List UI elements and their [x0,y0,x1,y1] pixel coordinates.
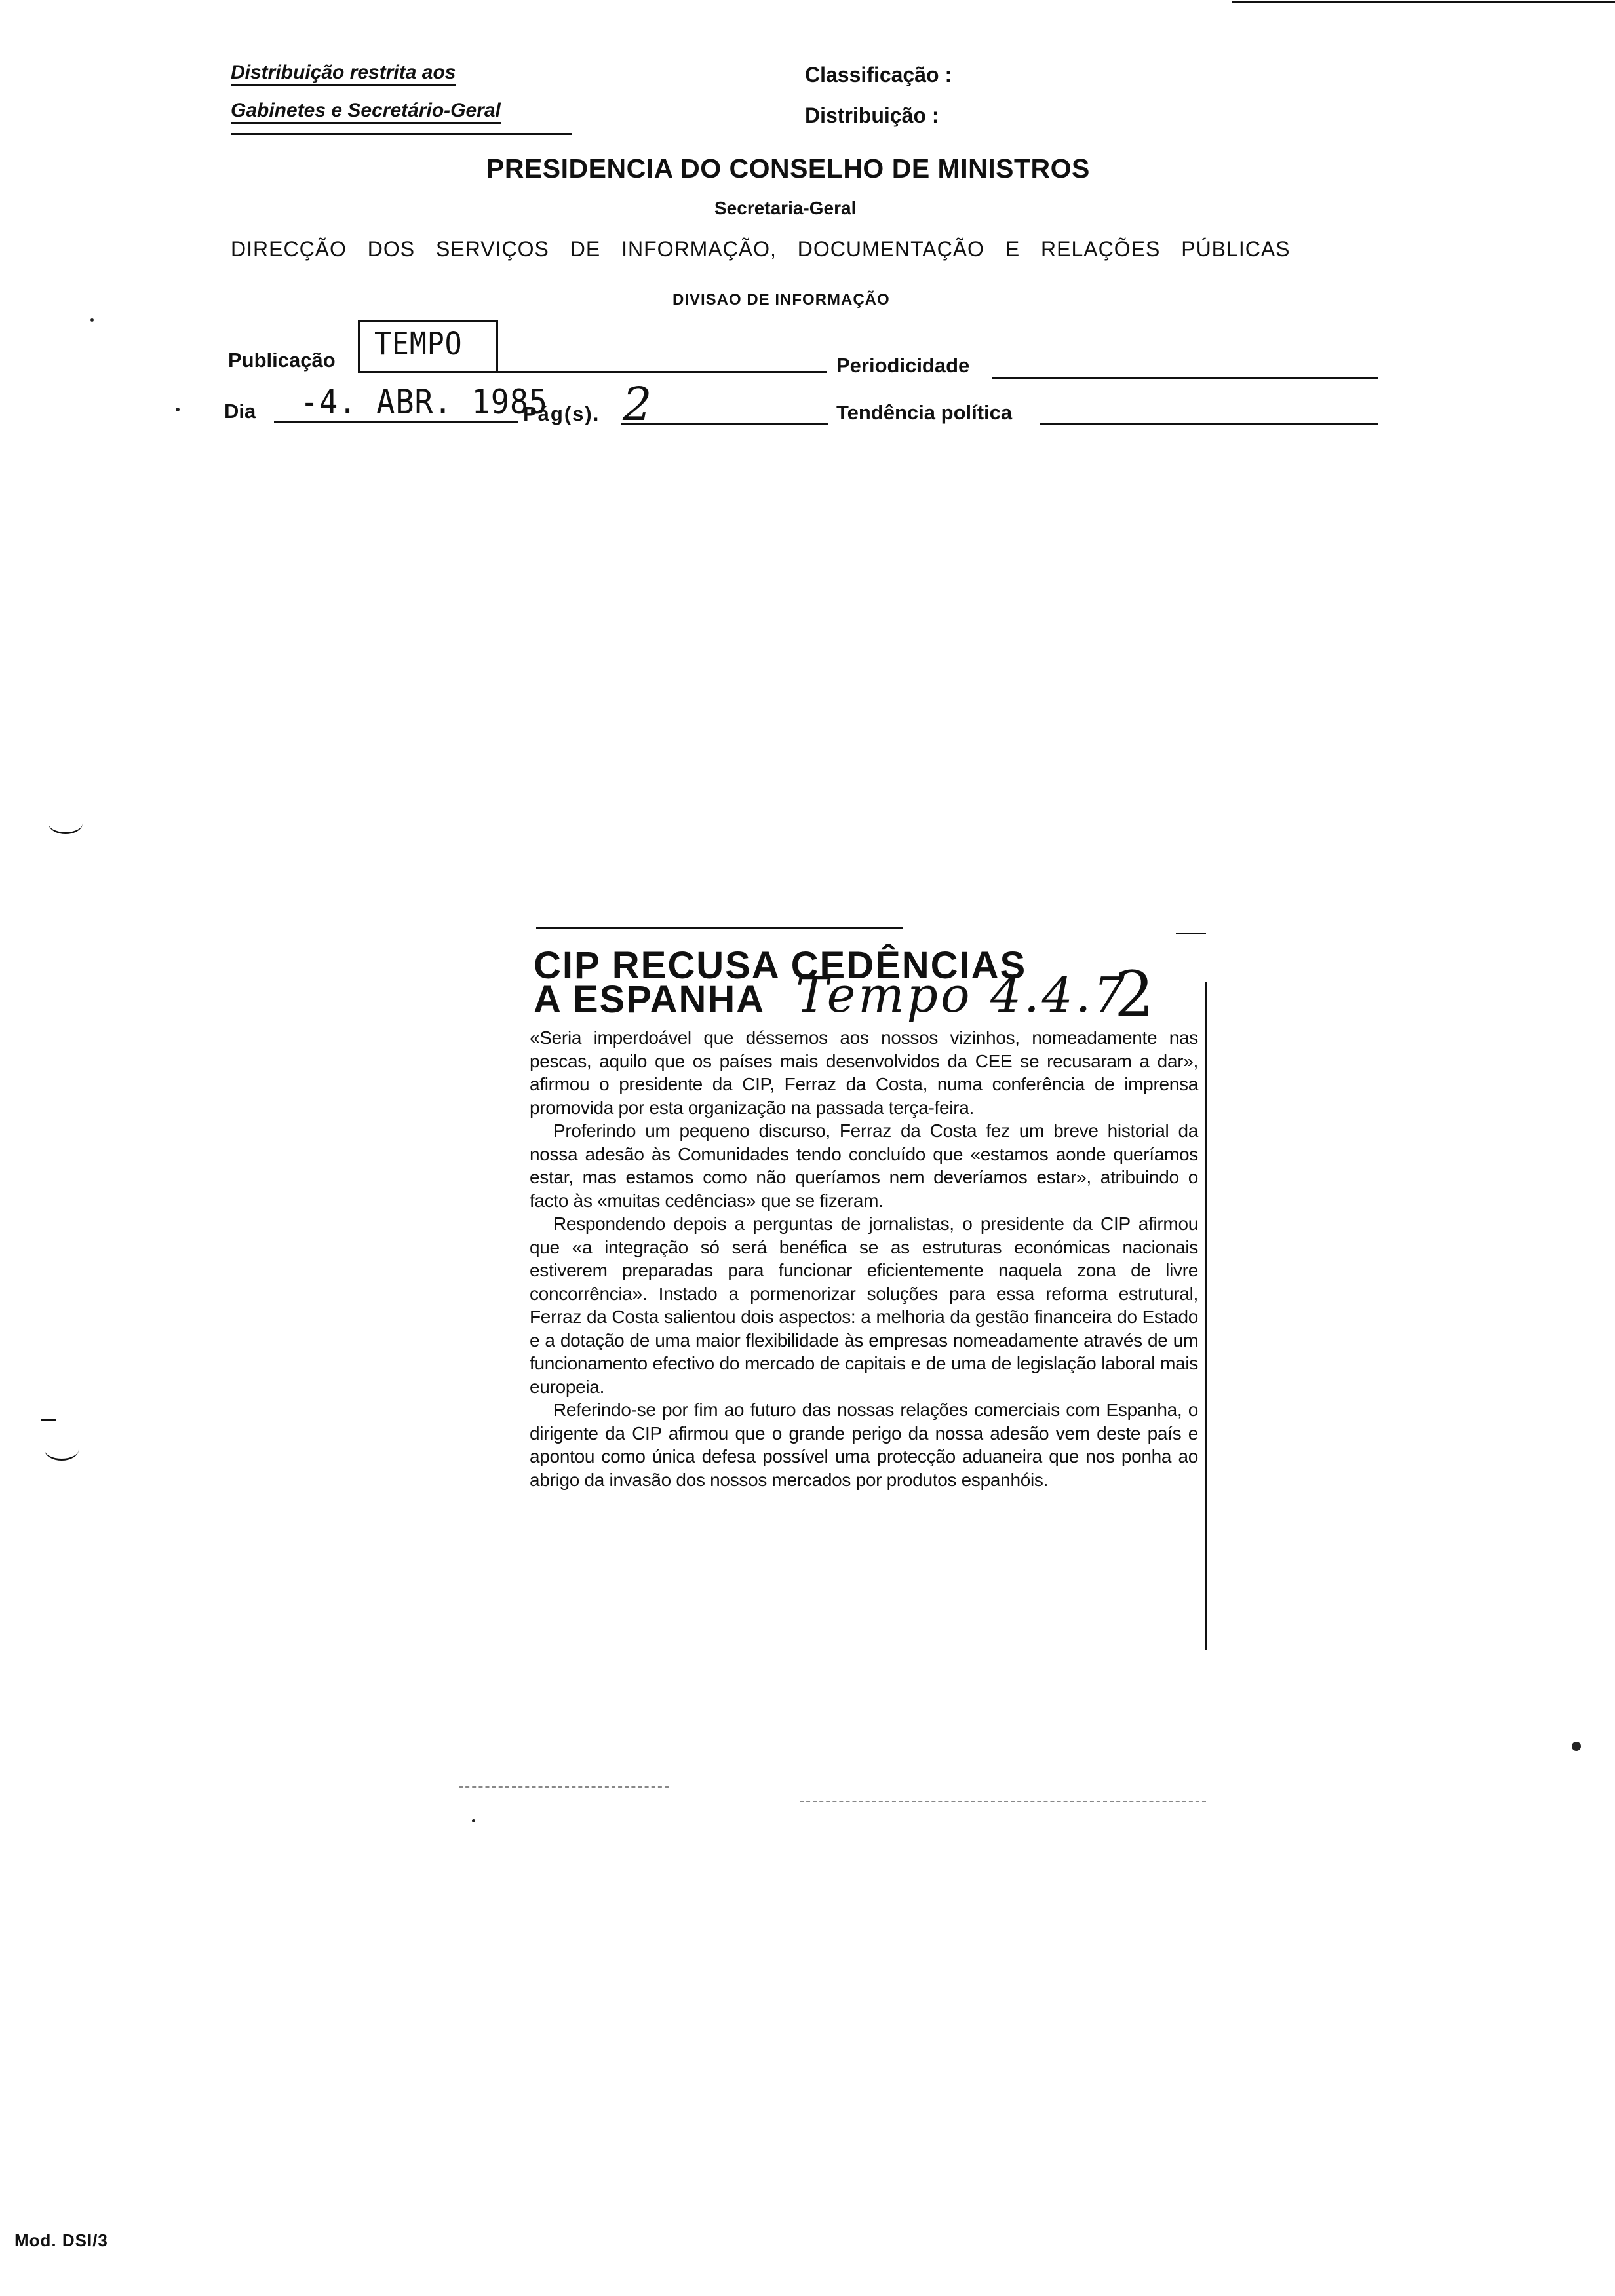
scan-speck [1572,1742,1581,1751]
division-heading: DIVISAO DE INFORMAÇÃO [672,291,890,309]
distribution-underline [231,133,572,135]
pages-handwritten-value: 2 [623,377,652,431]
scan-dash-marks-right [800,1801,1206,1802]
scan-edge-line [1232,1,1615,3]
distribution-restriction-line2: Gabinetes e Secretário-Geral [231,100,501,124]
margin-mark-curve [49,813,83,834]
periodicity-field-line [992,377,1378,379]
political-tendency-label: Tendência política [836,401,1013,424]
day-label: Dia [224,400,256,423]
clipping-top-rule-right [1176,933,1206,934]
scan-speck [90,318,94,322]
article-paragraph: Proferindo um pequeno discurso, Ferraz da Costa fez um breve historial da nossa adesão às Comunidades tendo concluído que «estamos aonde queríamos estar, mas estamos como não queríamos nem deveríamos estar», atribuindo o facto às «muitas cedências» que se fizeram. [530,1120,1198,1211]
secretariat-heading: Secretaria-Geral [714,198,857,218]
article-title-line2: A ESPANHA [534,978,766,1021]
distribution-restriction-line1: Distribuição restrita aos [231,62,456,86]
scan-speck [176,408,180,411]
presidency-heading: PRESIDENCIA DO CONSELHO DE MINISTROS [486,153,1090,183]
handwritten-page-number: 2 [1114,958,1155,1031]
political-tendency-field-line [1040,423,1378,425]
scan-speck [472,1819,475,1822]
clipping-right-rule [1205,982,1207,1650]
periodicity-label: Periodicidade [836,354,970,377]
handwritten-source-note: Tempo 4.4.7 [796,967,1127,1024]
margin-mark-curve [45,1439,79,1461]
distribution-label: Distribuição : [805,104,939,127]
publication-stamp: TEMPO [374,326,463,362]
date-stamp: -4. ABR. 1985 [300,383,548,422]
margin-mark-dash [41,1419,56,1421]
pages-label: Pág(s). [523,402,600,425]
clipping-top-rule [536,927,903,929]
form-code: Mod. DSI/3 [14,2230,108,2250]
classification-label: Classificação : [805,63,952,86]
day-field-line [274,421,518,423]
article-paragraph: Referindo-se por fim ao futuro das nossas relações comerciais com Espanha, o dirigente da CIP afirmou que o grande perigo da nossa adesão vem deste país e apontou como única defesa possível uma protecção aduaneira que nos ponha ao abrigo da invasão dos nossos mercados por produtos espanhóis. [530,1400,1198,1490]
publication-label: Publicação [228,349,336,372]
article-paragraph: Respondendo depois a perguntas de jornalistas, o presidente da CIP afirmou que «a integração só será benéfica se as estruturas económicas nacionais estiverem preparadas para funcionar eficientemente naquela zona de livre concorrência». Instado a pormenorizar soluções para essa reforma estrutural, Ferraz da Costa salientou dois aspectos: a melhoria da gestão financeira do Estado e a dotação de uma maior flexibilidade às empresas nomeadamente através de um funcionamento efectivo do mercado de capitais e de uma de legislação laboral mais europeia. [530,1214,1198,1397]
pages-field-line [621,423,828,425]
article-paragraph: «Seria imperdoável que déssemos aos nossos vizinhos, nomeadamente nas pescas, aquilo que os países mais desenvolvidos da CEE se recusaram a dar», afirmou o presidente da CIP, Ferraz da Costa, numa conferência de imprensa promovida por esta organização na passada terça-feira. [530,1027,1198,1118]
scan-dash-marks-left [459,1786,669,1788]
publication-field-line [358,371,827,373]
article-title-line1: CIP RECUSA CEDÊNCIAS [534,944,1027,987]
article-body [530,1026,1198,1491]
publication-stamp-box [358,320,498,372]
directorate-heading: DIRECÇÃO DOS SERVIÇOS DE INFORMAÇÃO, DOCUMENTAÇÃO E RELAÇÕES PÚBLICAS [231,237,1291,261]
